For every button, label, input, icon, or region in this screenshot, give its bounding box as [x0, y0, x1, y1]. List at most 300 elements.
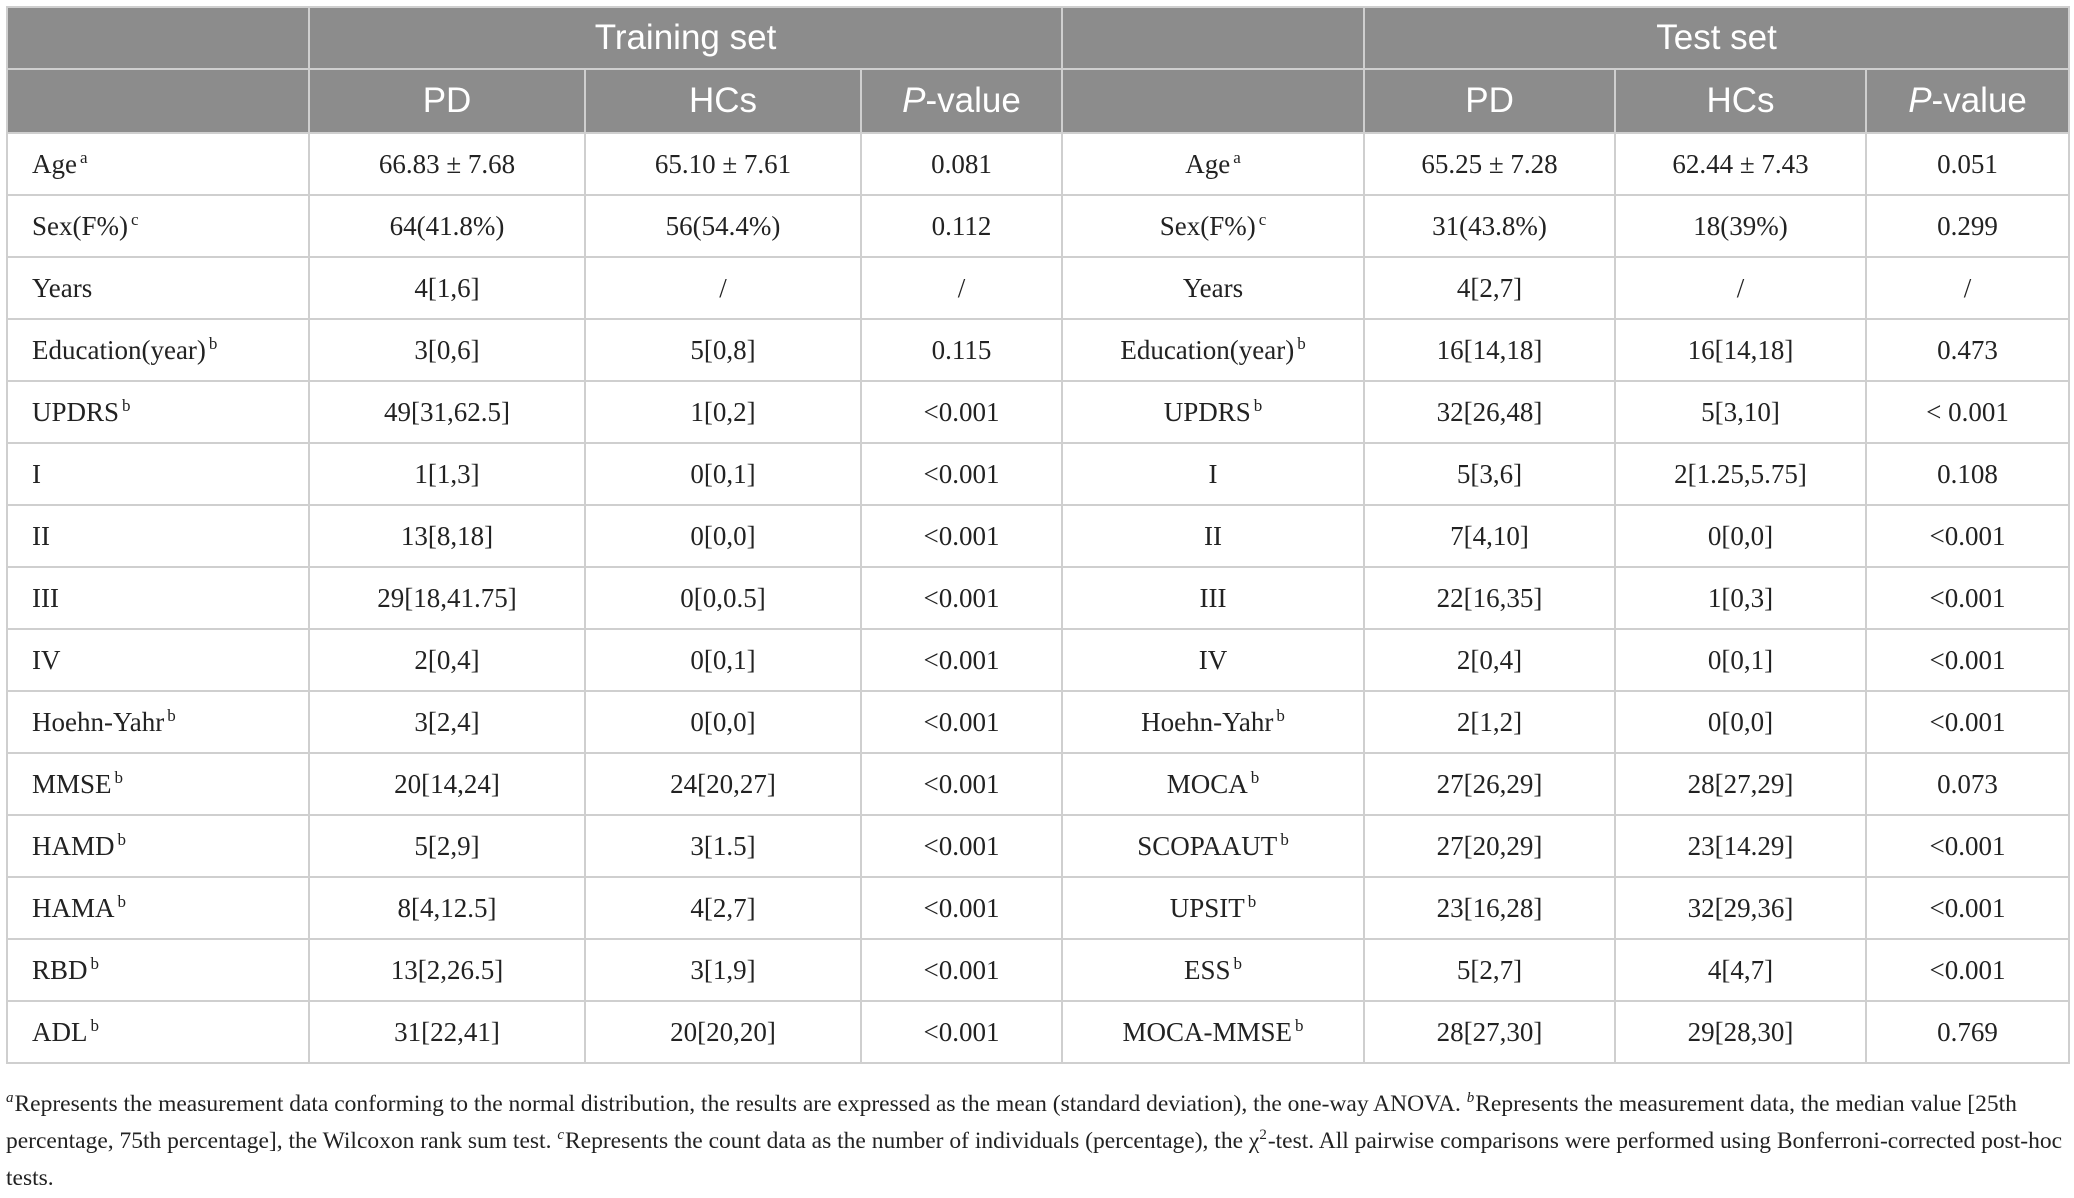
test-hc-value-text: 18(39%) — [1693, 210, 1788, 241]
footnote-b-text: Represents the measurement data, the median value [25th percentage, 75th percentage], the Wilcoxon rank sum test. — [6, 1091, 2017, 1154]
table-footnote — [6, 1086, 2068, 1197]
test-variable — [1062, 691, 1364, 753]
training-hc-value — [585, 505, 861, 567]
test-p-value — [1866, 877, 2069, 939]
header-pd-training: PD — [309, 69, 585, 133]
training-p-value-text: <0.001 — [923, 954, 1000, 985]
test-pd-value-text: 5[3,6] — [1456, 458, 1523, 489]
demographics-table — [6, 6, 2070, 1064]
test-p-value-text: <0.001 — [1929, 520, 2006, 551]
training-pd-value-text: 3[2,4] — [414, 706, 480, 737]
training-hc-value — [585, 381, 861, 443]
test-pd-value-text: 16[14,18] — [1436, 334, 1543, 365]
header-pvalue-test — [1866, 69, 2069, 133]
training-pd-value-text: 31[22,41] — [394, 1016, 500, 1047]
test-hc-value — [1615, 815, 1866, 877]
training-variable-text: Age — [32, 148, 77, 179]
test-variable — [1062, 195, 1364, 257]
test-p-value — [1866, 567, 2069, 629]
training-p-value-text: <0.001 — [923, 1016, 1000, 1047]
test-variable — [1062, 877, 1364, 939]
test-variable-text: Sex(F%) — [1159, 210, 1256, 241]
training-p-value — [861, 753, 1062, 815]
training-variable-text: II — [32, 520, 50, 551]
training-variable-superscript: b — [208, 333, 218, 353]
test-p-value — [1866, 1001, 2069, 1063]
training-variable — [7, 753, 309, 815]
training-p-value-text: <0.001 — [923, 892, 1000, 923]
training-hc-value-text: 20[20,20] — [670, 1016, 776, 1047]
training-hc-value-text: 24[20,27] — [670, 768, 776, 799]
test-hc-value — [1615, 381, 1866, 443]
test-hc-value — [1615, 877, 1866, 939]
training-p-value-text: <0.001 — [923, 396, 1000, 427]
test-variable — [1062, 939, 1364, 1001]
test-pd-value-text: 28[27,30] — [1436, 1016, 1543, 1047]
training-hc-value-text: 0[0,1] — [690, 644, 756, 675]
training-pd-value — [309, 319, 585, 381]
training-hc-value — [585, 257, 861, 319]
test-variable-superscript: b — [1247, 891, 1257, 911]
training-p-value — [861, 815, 1062, 877]
test-pd-value-text: 31(43.8%) — [1432, 210, 1547, 241]
test-p-value-text: 0.073 — [1937, 768, 1998, 799]
training-variable-text: IV — [32, 644, 61, 675]
test-p-value — [1866, 505, 2069, 567]
test-variable — [1062, 133, 1364, 195]
training-variable-superscript: a — [79, 147, 88, 167]
test-pd-value — [1364, 1001, 1615, 1063]
training-variable — [7, 195, 309, 257]
table-row — [7, 133, 2069, 195]
training-p-value-text: / — [957, 272, 966, 303]
test-variable-superscript: b — [1233, 953, 1243, 973]
test-pd-value-text: 65.25 ± 7.28 — [1421, 148, 1558, 179]
training-hc-value-text: / — [719, 272, 727, 303]
training-variable-superscript: b — [90, 1015, 99, 1035]
training-p-value — [861, 877, 1062, 939]
header-test-set: Test set — [1364, 7, 2069, 69]
test-hc-value — [1615, 195, 1866, 257]
test-variable-text: Years — [1182, 272, 1244, 303]
training-pd-value-text: 29[18,41.75] — [377, 582, 517, 613]
p-suffix: -value — [925, 81, 1021, 120]
test-variable-text: ESS — [1184, 954, 1231, 985]
test-variable-text: II — [1204, 520, 1223, 551]
p-suffix: -value — [1931, 81, 2027, 120]
test-variable-text: MOCA — [1166, 768, 1248, 799]
training-pd-value — [309, 939, 585, 1001]
test-pd-value — [1364, 567, 1615, 629]
table-row — [7, 691, 2069, 753]
training-variable-text: Years — [32, 272, 93, 303]
table-row — [7, 815, 2069, 877]
training-pd-value-text: 2[0,4] — [414, 644, 480, 675]
test-variable-superscript: b — [1250, 767, 1260, 787]
test-variable-superscript: c — [1258, 209, 1267, 229]
test-pd-value-text: 27[20,29] — [1436, 830, 1543, 861]
training-p-value — [861, 195, 1062, 257]
test-pd-value — [1364, 443, 1615, 505]
training-variable-text: Education(year) — [32, 334, 206, 365]
test-p-value — [1866, 753, 2069, 815]
test-pd-value — [1364, 691, 1615, 753]
test-p-value-text: 0.473 — [1937, 334, 1998, 365]
test-hc-value-text: 0[0,0] — [1707, 706, 1774, 737]
training-hc-value-text: 5[0,8] — [690, 334, 756, 365]
training-variable-superscript: b — [117, 829, 127, 849]
training-pd-value — [309, 133, 585, 195]
training-p-value — [861, 133, 1062, 195]
test-variable-superscript: b — [1280, 829, 1289, 849]
training-pd-value — [309, 753, 585, 815]
table-container — [6, 6, 2068, 1064]
test-hc-value — [1615, 133, 1866, 195]
header-empty-left — [7, 7, 309, 69]
training-variable — [7, 567, 309, 629]
test-hc-value-text: 62.44 ± 7.43 — [1672, 148, 1809, 179]
test-variable — [1062, 567, 1364, 629]
footnote-c-text-2: -test. All pairwise comparisons were performed using Bonferroni-corrected post-hoc tests. — [6, 1128, 2062, 1191]
test-p-value-text: 0.299 — [1937, 210, 1998, 241]
test-hc-value — [1615, 939, 1866, 1001]
training-variable — [7, 505, 309, 567]
training-hc-value — [585, 133, 861, 195]
training-hc-value-text: 0[0,0] — [690, 706, 756, 737]
p-italic: P — [902, 81, 926, 120]
test-p-value — [1866, 443, 2069, 505]
test-hc-value-text: 29[28,30] — [1687, 1016, 1794, 1047]
training-variable-text: Sex(F%) — [32, 210, 128, 241]
test-pd-value — [1364, 939, 1615, 1001]
footnote-mark-c: c — [557, 1127, 564, 1144]
training-pd-value-text: 8[4,12.5] — [397, 892, 497, 923]
training-variable — [7, 257, 309, 319]
training-hc-value — [585, 877, 861, 939]
test-p-value — [1866, 381, 2069, 443]
test-variable — [1062, 257, 1364, 319]
footnote-mark-a: a — [6, 1090, 14, 1107]
training-p-value-text: 0.081 — [931, 148, 992, 179]
training-hc-value — [585, 567, 861, 629]
training-hc-value-text: 4[2,7] — [690, 892, 756, 923]
training-pd-value-text: 3[0,6] — [414, 334, 480, 365]
table-row — [7, 257, 2069, 319]
training-pd-value — [309, 877, 585, 939]
test-pd-value-text: 2[0,4] — [1456, 644, 1523, 675]
test-variable-text: Hoehn-Yahr — [1141, 706, 1274, 737]
test-p-value — [1866, 257, 2069, 319]
test-variable-superscript: a — [1233, 147, 1241, 167]
test-variable — [1062, 629, 1364, 691]
test-hc-value-text: 2[1.25,5.75] — [1674, 458, 1807, 489]
header-group-row — [7, 7, 2069, 69]
test-variable — [1062, 319, 1364, 381]
training-hc-value — [585, 753, 861, 815]
training-hc-value — [585, 443, 861, 505]
test-hc-value — [1615, 1001, 1866, 1063]
training-p-value-text: <0.001 — [923, 768, 1000, 799]
table-row — [7, 381, 2069, 443]
test-hc-value — [1615, 629, 1866, 691]
training-variable-text: HAMD — [32, 830, 115, 861]
test-p-value-text: <0.001 — [1929, 582, 2006, 613]
training-p-value — [861, 939, 1062, 1001]
test-variable-superscript: b — [1295, 1015, 1304, 1035]
header-pd-test: PD — [1364, 69, 1615, 133]
table-row — [7, 629, 2069, 691]
training-pd-value — [309, 381, 585, 443]
training-p-value — [861, 257, 1062, 319]
training-hc-value — [585, 691, 861, 753]
header-column-row — [7, 69, 2069, 133]
test-pd-value — [1364, 319, 1615, 381]
training-pd-value-text: 5[2,9] — [414, 830, 480, 861]
test-hc-value-text: 0[0,0] — [1707, 520, 1774, 551]
training-p-value-text: <0.001 — [923, 644, 1000, 675]
test-variable — [1062, 1001, 1364, 1063]
test-pd-value-text: 32[26,48] — [1436, 396, 1543, 427]
training-p-value — [861, 567, 1062, 629]
test-pd-value-text: 4[2,7] — [1456, 272, 1523, 303]
test-variable-text: Age — [1185, 148, 1231, 179]
training-hc-value — [585, 319, 861, 381]
footnote-chi-exponent: 2 — [1259, 1127, 1267, 1144]
training-variable-text: ADL — [32, 1016, 88, 1047]
test-hc-value-text: 4[4,7] — [1707, 954, 1774, 985]
training-hc-value-text: 3[1.5] — [690, 830, 756, 861]
training-pd-value — [309, 443, 585, 505]
footnote-a-text: Represents the measurement data conforming to the normal distribution, the results are expressed as the mean (standard deviation), the one-way ANOVA. — [14, 1091, 1467, 1117]
training-pd-value-text: 4[1,6] — [414, 272, 480, 303]
test-hc-value-text: 0[0,1] — [1707, 644, 1774, 675]
test-p-value — [1866, 629, 2069, 691]
test-hc-value — [1615, 443, 1866, 505]
training-hc-value — [585, 195, 861, 257]
test-pd-value-text: 23[16,28] — [1436, 892, 1543, 923]
test-hc-value — [1615, 753, 1866, 815]
test-variable-text: I — [1208, 458, 1218, 489]
training-hc-value-text: 56(54.4%) — [665, 210, 781, 241]
test-pd-value — [1364, 195, 1615, 257]
table-row — [7, 939, 2069, 1001]
training-p-value-text: <0.001 — [923, 520, 1000, 551]
test-pd-value-text: 27[26,29] — [1436, 768, 1543, 799]
test-variable — [1062, 505, 1364, 567]
test-hc-value — [1615, 257, 1866, 319]
training-hc-value — [585, 1001, 861, 1063]
header-hcs-test: HCs — [1615, 69, 1866, 133]
training-variable-text: MMSE — [32, 768, 112, 799]
training-pd-value-text: 13[8,18] — [400, 520, 494, 551]
p-italic: P — [1908, 81, 1932, 120]
training-pd-value-text: 64(41.8%) — [389, 210, 505, 241]
training-p-value — [861, 505, 1062, 567]
training-variable-superscript: b — [122, 395, 131, 415]
training-variable-text: I — [32, 458, 41, 489]
training-variable-text: III — [32, 582, 59, 613]
table-row — [7, 319, 2069, 381]
table-row — [7, 567, 2069, 629]
training-p-value — [861, 319, 1062, 381]
training-hc-value-text: 0[0,0.5] — [680, 582, 766, 613]
training-variable — [7, 1001, 309, 1063]
training-pd-value — [309, 691, 585, 753]
test-variable — [1062, 815, 1364, 877]
test-p-value-text: / — [1963, 272, 1972, 303]
test-variable — [1062, 753, 1364, 815]
test-pd-value — [1364, 877, 1615, 939]
test-hc-value-text: 23[14.29] — [1687, 830, 1794, 861]
training-p-value-text: <0.001 — [923, 706, 1000, 737]
training-variable-text: UPDRS — [32, 396, 120, 427]
training-p-value-text: 0.112 — [931, 210, 992, 241]
training-p-value — [861, 381, 1062, 443]
training-variable-superscript: b — [167, 705, 176, 725]
test-variable — [1062, 381, 1364, 443]
training-pd-value — [309, 629, 585, 691]
training-p-value-text: <0.001 — [923, 582, 1000, 613]
training-pd-value — [309, 257, 585, 319]
test-pd-value — [1364, 381, 1615, 443]
test-variable-text: MOCA-MMSE — [1122, 1016, 1293, 1047]
test-p-value — [1866, 815, 2069, 877]
test-variable-superscript: b — [1297, 333, 1306, 353]
test-p-value — [1866, 939, 2069, 1001]
training-p-value-text: 0.115 — [931, 334, 992, 365]
test-p-value — [1866, 195, 2069, 257]
training-variable — [7, 381, 309, 443]
test-pd-value — [1364, 505, 1615, 567]
footnote-c-text-1: Represents the count data as the number of individuals (percentage), the χ — [565, 1128, 1260, 1154]
test-variable-text: III — [1199, 582, 1227, 613]
test-hc-value-text: 5[3,10] — [1701, 396, 1780, 427]
training-variable — [7, 443, 309, 505]
training-variable — [7, 877, 309, 939]
training-hc-value-text: 65.10 ± 7.61 — [654, 148, 792, 179]
test-pd-value — [1364, 629, 1615, 691]
training-variable-text: RBD — [32, 954, 88, 985]
training-pd-value-text: 49[31,62.5] — [384, 396, 510, 427]
test-hc-value — [1615, 505, 1866, 567]
training-hc-value — [585, 815, 861, 877]
training-p-value-text: <0.001 — [923, 458, 1000, 489]
training-variable-superscript: b — [114, 767, 124, 787]
test-pd-value-text: 7[4,10] — [1450, 520, 1529, 551]
test-hc-value-text: 1[0,3] — [1707, 582, 1774, 613]
test-pd-value-text: 2[1,2] — [1456, 706, 1523, 737]
training-pd-value — [309, 567, 585, 629]
test-hc-value — [1615, 567, 1866, 629]
test-hc-value-text: 28[27,29] — [1687, 768, 1794, 799]
test-pd-value — [1364, 257, 1615, 319]
training-hc-value — [585, 629, 861, 691]
training-variable — [7, 691, 309, 753]
test-variable-text: UPSIT — [1169, 892, 1245, 923]
training-variable — [7, 815, 309, 877]
header-blank-1 — [7, 69, 309, 133]
training-pd-value-text: 1[1,3] — [414, 458, 480, 489]
test-p-value-text: <0.001 — [1929, 954, 2006, 985]
training-pd-value — [309, 1001, 585, 1063]
training-variable-superscript: b — [90, 953, 100, 973]
training-hc-value — [585, 939, 861, 1001]
test-pd-value-text: 22[16,35] — [1436, 582, 1543, 613]
test-p-value-text: <0.001 — [1929, 830, 2006, 861]
header-empty-middle — [1062, 7, 1364, 69]
test-p-value-text: <0.001 — [1929, 892, 2006, 923]
test-hc-value-text: / — [1736, 272, 1745, 303]
test-p-value-text: <0.001 — [1929, 644, 2006, 675]
header-hcs-training: HCs — [585, 69, 861, 133]
footnote-mark-b: b — [1466, 1090, 1475, 1107]
training-pd-value — [309, 505, 585, 567]
training-p-value — [861, 691, 1062, 753]
test-hc-value-text: 16[14,18] — [1687, 334, 1794, 365]
test-p-value — [1866, 691, 2069, 753]
test-pd-value — [1364, 815, 1615, 877]
training-variable — [7, 939, 309, 1001]
training-hc-value-text: 3[1,9] — [690, 954, 756, 985]
test-hc-value — [1615, 691, 1866, 753]
table-body — [7, 133, 2069, 1063]
training-pd-value-text: 66.83 ± 7.68 — [378, 148, 516, 179]
table-row — [7, 877, 2069, 939]
table-row — [7, 753, 2069, 815]
training-variable-text: HAMA — [32, 892, 115, 923]
test-p-value-text: 0.108 — [1937, 458, 1998, 489]
test-pd-value-text: 5[2,7] — [1456, 954, 1523, 985]
test-variable-text: SCOPAAUT — [1137, 830, 1278, 861]
test-pd-value — [1364, 133, 1615, 195]
training-variable — [7, 133, 309, 195]
training-variable-superscript: c — [131, 209, 139, 229]
training-variable-text: Hoehn-Yahr — [32, 706, 165, 737]
training-p-value-text: <0.001 — [923, 830, 1000, 861]
header-pvalue-training — [861, 69, 1062, 133]
header-blank-2 — [1062, 69, 1364, 133]
test-p-value-text: <0.001 — [1929, 706, 2006, 737]
test-hc-value-text: 32[29,36] — [1687, 892, 1794, 923]
training-hc-value-text: 1[0,2] — [690, 396, 756, 427]
training-pd-value-text: 13[2,26.5] — [390, 954, 504, 985]
training-hc-value-text: 0[0,0] — [690, 520, 756, 551]
test-variable-text: UPDRS — [1163, 396, 1251, 427]
training-p-value — [861, 629, 1062, 691]
test-variable-superscript: b — [1253, 395, 1263, 415]
test-p-value — [1866, 133, 2069, 195]
test-variable — [1062, 443, 1364, 505]
training-pd-value — [309, 815, 585, 877]
training-variable — [7, 629, 309, 691]
test-variable-text: Education(year) — [1120, 334, 1295, 365]
training-variable-superscript: b — [117, 891, 127, 911]
test-variable-superscript: b — [1276, 705, 1285, 725]
test-p-value-text: 0.051 — [1937, 148, 1998, 179]
training-p-value — [861, 443, 1062, 505]
table-row — [7, 195, 2069, 257]
test-p-value — [1866, 319, 2069, 381]
table-row — [7, 505, 2069, 567]
test-variable-text: IV — [1198, 644, 1228, 675]
test-hc-value — [1615, 319, 1866, 381]
table-row — [7, 1001, 2069, 1063]
table-row — [7, 443, 2069, 505]
training-p-value — [861, 1001, 1062, 1063]
header-training-set: Training set — [309, 7, 1062, 69]
training-pd-value-text: 20[14,24] — [394, 768, 500, 799]
test-p-value-text: 0.769 — [1937, 1016, 1998, 1047]
